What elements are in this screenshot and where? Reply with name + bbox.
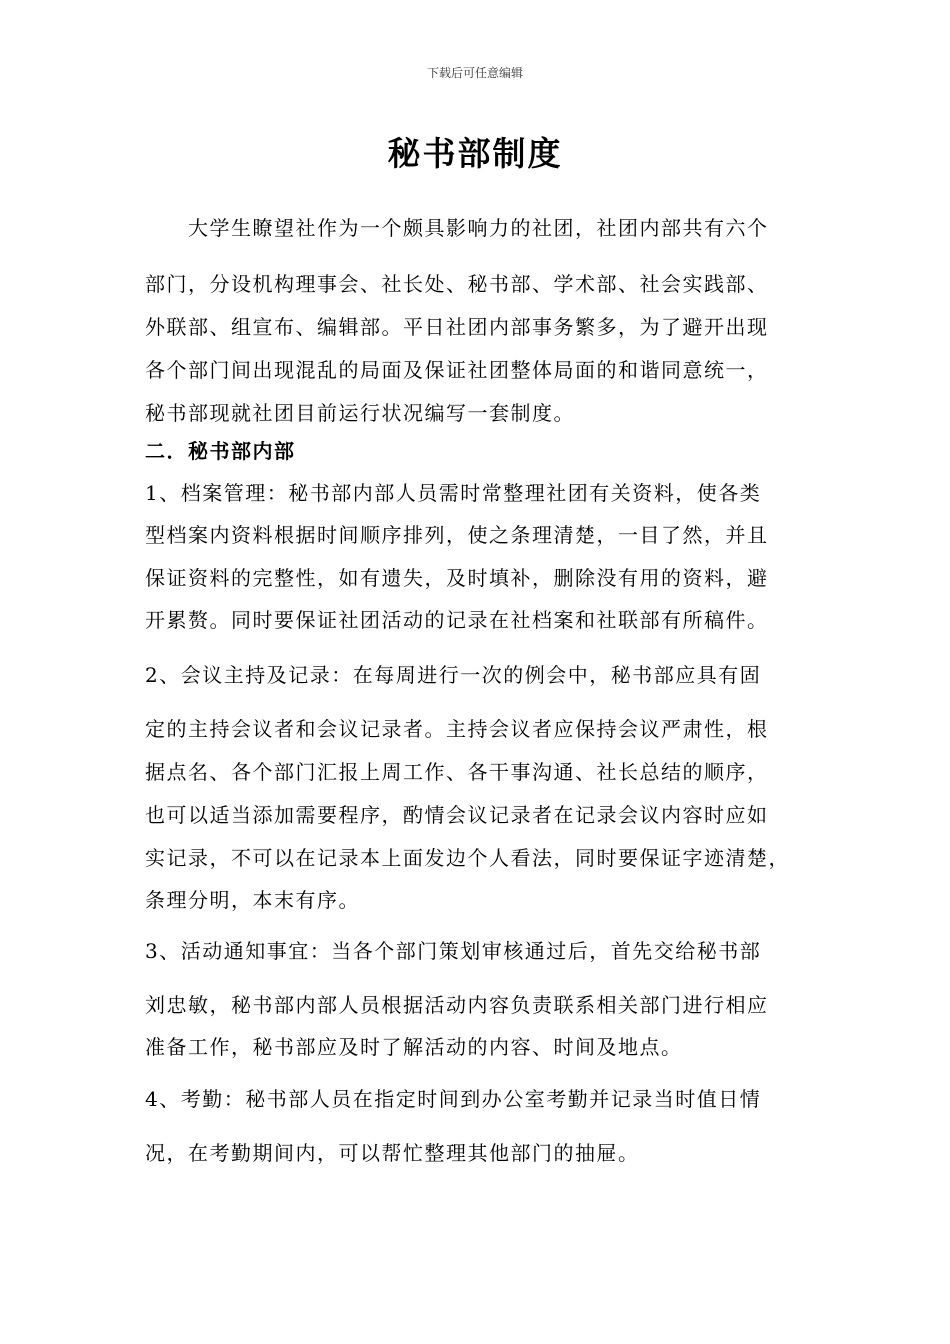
section-heading: 二．秘书部内部	[145, 439, 296, 463]
paragraph-line: 型档案内资料根据时间顺序排列，使之条理清楚，一目了然，并且	[145, 523, 769, 547]
paragraph-line: 部门，分设机构理事会、社长处、秘书部、学术部、社会实践部、	[145, 272, 769, 296]
paragraph-line: 刘忠敏，秘书部内部人员根据活动内容负责联系相关部门进行相应	[145, 993, 769, 1017]
paragraph-line: 保证资料的完整性，如有遗失，及时填补，删除没有用的资料，避	[145, 566, 769, 590]
document-title: 秘书部制度	[387, 134, 563, 173]
paragraph-line: 2、会议主持及记录：在每周进行一次的例会中，秘书部应具有固	[145, 663, 762, 687]
paragraph-line: 大学生瞭望社作为一个颇具影响力的社团，社团内部共有六个	[188, 216, 769, 240]
paragraph-line: 实记录，不可以在记录本上面发边个人看法，同时要保证字迹清楚，	[145, 846, 790, 870]
paragraph-line: 也可以适当添加需要程序，酌情会议记录者在记录会议内容时应如	[145, 803, 769, 827]
paragraph-line: 条理分明，本末有序。	[145, 888, 360, 912]
paragraph-line: 各个部门间出现混乱的局面及保证社团整体局面的和谐同意统一，	[145, 358, 769, 382]
paragraph-line: 4、考勤：秘书部人员在指定时间到办公室考勤并记录当时值日情	[145, 1087, 762, 1111]
paragraph-line: 准备工作，秘书部应及时了解活动的内容、时间及地点。	[145, 1035, 683, 1059]
paragraph-line: 3、活动通知事宜：当各个部门策划审核通过后，首先交给秘书部	[145, 939, 762, 963]
paragraph-line: 秘书部现就社团目前运行状况编写一套制度。	[145, 401, 575, 425]
paragraph-line: 1、档案管理：秘书部内部人员需时常整理社团有关资料，使各类	[145, 481, 762, 505]
paragraph-line: 据点名、各个部门汇报上周工作、各干事沟通、社长总结的顺序，	[145, 760, 769, 784]
paragraph-line: 定的主持会议者和会议记录者。主持会议者应保持会议严肃性，根	[145, 717, 769, 741]
paragraph-line: 外联部、组宣布、编辑部。平日社团内部事务繁多，为了避开出现	[145, 315, 769, 339]
paragraph-line: 开累赘。同时要保证社团活动的记录在社档案和社联部有所稿件。	[145, 608, 769, 632]
paragraph-line: 况，在考勤期间内，可以帮忙整理其他部门的抽屉。	[145, 1141, 640, 1165]
header-note: 下载后可任意编辑	[426, 66, 523, 80]
